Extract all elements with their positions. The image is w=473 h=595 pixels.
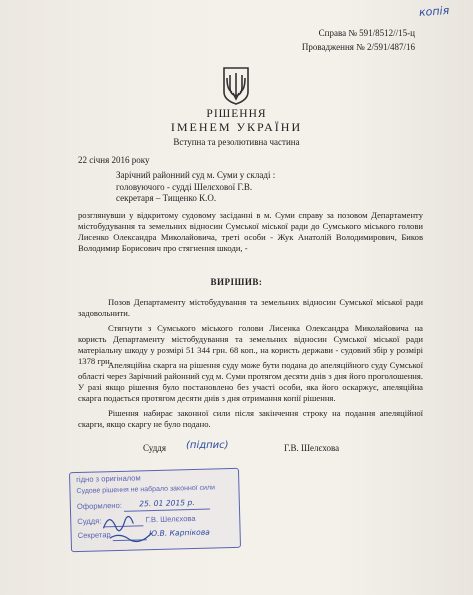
handwritten-signature-note: (підпис) (186, 440, 229, 451)
court-composition (116, 170, 275, 205)
decision-paragraph: Рішення набирає законної сили після закінчення строку на подання апеляційної скарги, якщо скаргу не було подано. (78, 408, 423, 429)
judge-name: Г.В. Шелєхова (284, 443, 340, 453)
in-the-name-title: ІМЕНЕМ УКРАЇНИ (170, 120, 303, 134)
stamp-judge-label: Суддя: (77, 516, 102, 527)
decision-paragraph: Позов Департаменту містобудування та земельних відносин Сумської міської ради задовольнити. (78, 297, 423, 318)
court-line: Зарічний районний суд м. Суми у складі : (116, 170, 276, 180)
decision-paragraph: Апеляційна скарга на рішення суду може бути подана до апеляційного суду Сумської області через Зарічний районний суд м. Суми протягом десяти днів з дня його проголошення. У разі якщо рішення було постановлено без участі особи, яка його оскаржує, апеляційна скарга подається протягом десяти днів з дня отримання копії рішення. (78, 360, 423, 403)
handwritten-copy-note: копія (418, 3, 450, 20)
certification-stamp (69, 468, 241, 552)
decision-date: 22 січня 2016 року (78, 155, 150, 165)
case-number: Справа № 591/8512//15-ц (318, 28, 415, 38)
stamp-issued-date: 25. 01 2015 р. (124, 498, 210, 512)
decision-title: РІШЕННЯ (206, 108, 267, 120)
proceeding-number: Провадження № 2/591/487/16 (301, 42, 415, 52)
decision-paragraph: Стягнути з Сумського міського голови Лисенка Олександра Миколайовича на користь Департаменту містобудування та земельних відносин Сумської міської ради матеріальну шкоду у розмірі 51 344 грн. 68 коп., на користь держави - судовий збір у розмірі 1378 грн. (78, 323, 423, 366)
signature-scribble-icon (99, 507, 160, 549)
stamp-judge-name: Г.В. Шелєхова (145, 513, 196, 525)
stamp-secretary-label: Секретар (77, 530, 111, 541)
judge-label: Суддя (143, 443, 167, 453)
court-line: секретаря – Тищенко К.О. (116, 193, 217, 203)
resolved-heading: ВИРІШИВ: (210, 277, 263, 287)
stamp-line: гідно з оригіналом (76, 473, 141, 485)
coat-of-arms-icon (222, 66, 250, 106)
part-subtitle: Вступна та резолютивна частина (173, 137, 300, 147)
stamp-secretary-name: Ю.В. Карпікова (148, 527, 210, 539)
stamp-issued-label: Оформлено: (76, 500, 123, 512)
stamp-line: Судове рішення не набрало законної сили (76, 484, 216, 496)
intro-paragraph: розглянувши у відкритому судовому засіданні в м. Суми справу за позовом Департаменту містобудування та земельних відносин Сумської міської ради до Сумського міського голови Лисенко Олександра Миколайовича, треті особи - Жук Анатолій Володимирович, Биков Володимир Борисович про стягнення шкоди, - (78, 210, 423, 253)
court-line: головуючого - судді Шелєхової Г.В. (116, 181, 253, 192)
